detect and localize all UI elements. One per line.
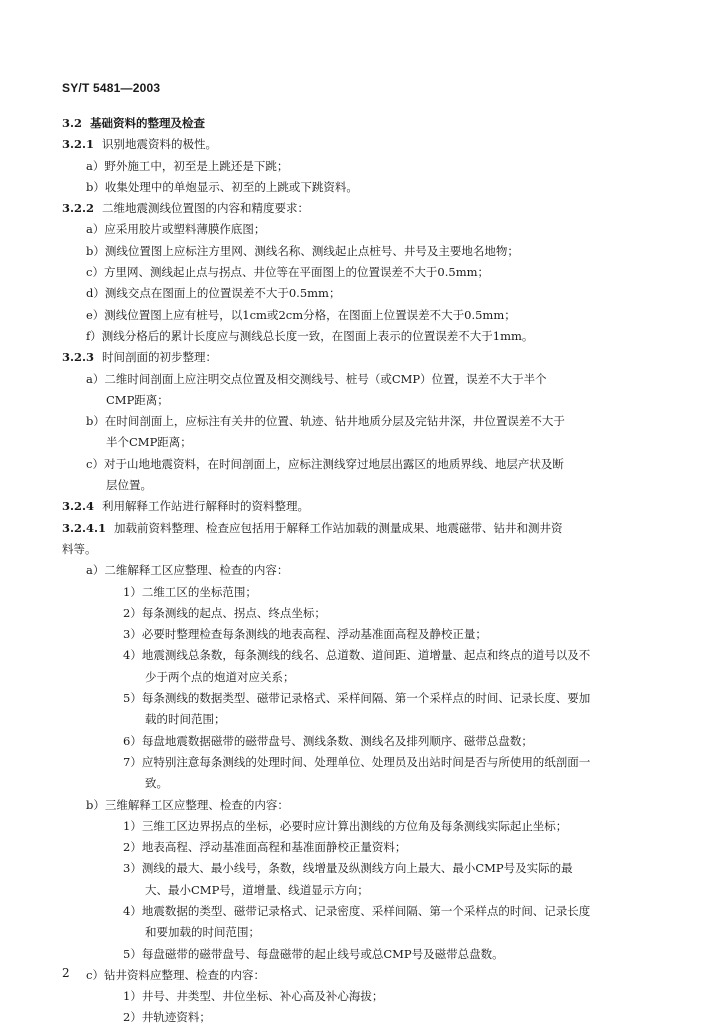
clause-line [62, 113, 652, 134]
clause-text: a）野外施工中，初至是上跳还是下跳； [86, 158, 289, 173]
clause-text: c）方里网、测线起止点与拐点、井位等在平面图上的位置误差不大于0.5mm； [86, 265, 490, 280]
clause-number: 3.2.1 [62, 137, 95, 152]
clause-number: 3.2.4 [62, 499, 95, 514]
text-line [62, 816, 652, 837]
text-line [62, 156, 652, 177]
clause-text: 1）二维工区的坐标范围； [123, 584, 257, 599]
clause-text: b）在时间剖面上，应标注有关井的位置、轨迹、钻井地质分层及完钻井深，井位置误差不大于 [86, 414, 565, 429]
body-text [62, 113, 652, 1029]
text-line [62, 219, 652, 240]
clause-text: 大、最小CMP号，道增量、线道显示方向； [145, 882, 369, 897]
clause-text: e）测线位置图上应有桩号，以1cm或2cm分格，在图面上位置误差不大于0.5mm； [86, 307, 516, 322]
clause-text: 料等。 [62, 541, 97, 556]
clause-text: b）测线位置图上应标注方里网、测线名称、测线起止点桩号、井号及主要地名地物； [86, 243, 519, 258]
clause-text: a）应采用胶片或塑料薄膜作底图； [86, 222, 266, 237]
clause-text: 致。 [145, 776, 168, 791]
clause-number: 3.2.3 [62, 350, 95, 365]
clause-text: f）测线分格后的累计长度应与测线总长度一致，在图面上表示的位置误差不大于1mm。 [86, 328, 534, 343]
text-line [62, 752, 652, 773]
text-line [62, 305, 652, 326]
clause-text: 2）井轨迹资料； [123, 1010, 211, 1025]
clause-text: 1）井号、井类型、井位坐标、补心高及补心海拔； [123, 989, 384, 1004]
clause-line [62, 496, 652, 517]
clause-text: 4）地震数据的类型、磁带记录格式、记录密度、采样间隔、第一个采样点的时间、记录长度 [123, 903, 591, 918]
text-line [62, 475, 652, 496]
clause-number: 3.2.4.1 [62, 520, 107, 535]
clause-text: a）二维解释工区应整理、检查的内容： [86, 563, 289, 578]
text-line [62, 326, 652, 347]
clause-text: b）三维解释工区应整理、检查的内容： [86, 797, 289, 812]
text-line [62, 688, 652, 709]
text-line [62, 858, 652, 879]
clause-text: 5）每条测线的数据类型、磁带记录格式、采样间隔、第一个采样点的时间、记录长度、要加 [123, 691, 591, 706]
text-line [62, 645, 652, 666]
text-line [62, 901, 652, 922]
clause-text: 半个CMP距离； [106, 435, 192, 450]
text-line [62, 262, 652, 283]
clause-text: 利用解释工作站进行解释时的资料整理。 [102, 499, 310, 514]
text-line [62, 773, 652, 794]
standard-code-header: SY/T 5481—2003 [62, 81, 161, 95]
clause-text: 加载前资料整理、检查应包括用于解释工作站加载的测量成果、地震磁带、钻井和测井资 [114, 520, 563, 535]
clause-text: 时间剖面的初步整理： [102, 350, 218, 365]
text-line [62, 922, 652, 943]
clause-line [62, 134, 652, 155]
text-line [62, 965, 652, 986]
page-number: 2 [62, 966, 70, 980]
text-line [62, 667, 652, 688]
clause-text: 6）每盘地震数据磁带的磁带盘号、测线条数、测线名及排列顺序、磁带总盘数； [123, 733, 533, 748]
text-line [62, 582, 652, 603]
text-line [62, 731, 652, 752]
text-line [62, 177, 652, 198]
text-line [62, 411, 652, 432]
text-line [62, 944, 652, 965]
clause-text: 少于两个点的炮道对应关系； [145, 669, 295, 684]
text-line [62, 283, 652, 304]
text-line [62, 432, 652, 453]
text-line [62, 539, 652, 560]
clause-text: c）钻井资料应整理、检查的内容： [86, 967, 265, 982]
clause-text: 二维地震测线位置图的内容和精度要求： [102, 201, 310, 216]
clause-number: 3.2 [62, 116, 83, 130]
clause-text: 层位置。 [106, 478, 152, 493]
clause-text: 2）地表高程、浮动基准面高程和基准面静校正量资料； [123, 840, 407, 855]
clause-line [62, 347, 652, 368]
clause-text: 载的时间范围； [145, 712, 226, 727]
clause-text: 3）必要时整理检查每条测线的地表高程、浮动基准面高程及静校正量； [123, 627, 487, 642]
text-line [62, 837, 652, 858]
clause-text: 5）每盘磁带的磁带盘号、每盘磁带的起止线号或总CMP号及磁带总盘数。 [123, 946, 504, 961]
text-line [62, 624, 652, 645]
clause-text: d）测线交点在图面上的位置误差不大于0.5mm； [86, 286, 341, 301]
clause-text: 7）应特别注意每条测线的处理时间、处理单位、处理员及出站时间是否与所使用的纸剖面一 [123, 754, 591, 769]
text-line [62, 986, 652, 1007]
text-line [62, 241, 652, 262]
clause-text: a）二维时间剖面上应注明交点位置及相交测线号、桩号（或CMP）位置，误差不大于半个 [86, 371, 547, 386]
clause-text: 4）地震测线总条数，每条测线的线名、总道数、道间距、道增量、起点和终点的道号以及不 [123, 648, 591, 663]
clause-number: 3.2.2 [62, 201, 95, 216]
text-line [62, 454, 652, 475]
clause-line [62, 198, 652, 219]
clause-line [62, 518, 652, 539]
clause-text: 1）三维工区边界拐点的坐标，必要时应计算出测线的方位角及每条测线实际起止坐标； [123, 818, 568, 833]
clause-text: 识别地震资料的极性。 [102, 137, 218, 152]
clause-text: CMP距离； [106, 392, 169, 407]
text-line [62, 603, 652, 624]
clause-text: 2）每条测线的起点、拐点、终点坐标； [123, 605, 326, 620]
clause-text: 3）测线的最大、最小线号，条数，线增量及纵测线方向上最大、最小CMP号及实际的最 [123, 861, 573, 876]
clause-text: 基础资料的整理及检查 [90, 116, 206, 130]
clause-text: 和要加载的时间范围； [145, 925, 260, 940]
text-line [62, 560, 652, 581]
text-line [62, 709, 652, 730]
text-line [62, 369, 652, 390]
text-line [62, 1007, 652, 1028]
text-line [62, 390, 652, 411]
text-line [62, 880, 652, 901]
clause-text: c）对于山地地震资料，在时间剖面上，应标注测线穿过地层出露区的地质界线、地层产状及断 [86, 456, 564, 471]
clause-text: b）收集处理中的单炮显示、初至的上跳或下跳资料。 [86, 179, 358, 194]
text-line [62, 795, 652, 816]
